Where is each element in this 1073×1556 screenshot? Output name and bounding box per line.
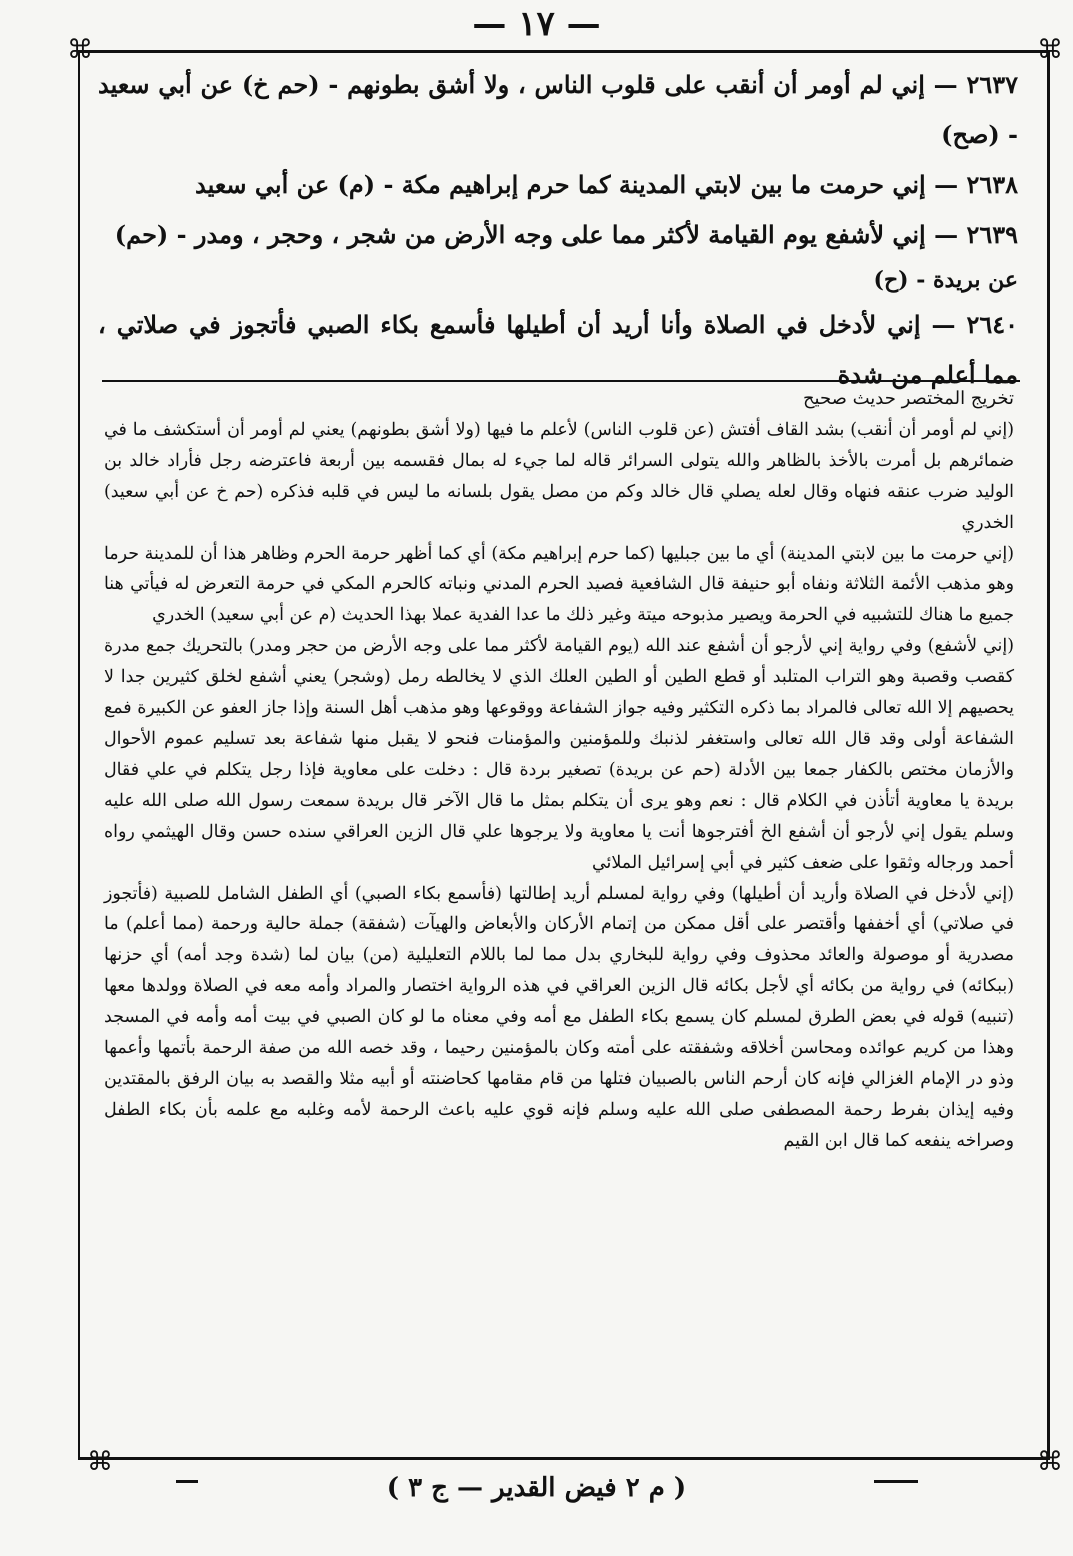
- commentary-paragraph: (إني لم أومر أن أنقب) بشد القاف أفتش (عن قلوب الناس) لأعلم ما فيها (ولا أشق بطونهم) يعني لم أومر أن أستكشف ما في ضمائرهم بل أمرت بالأخذ بالظاهر والله يتولى السرائر قاله لما جيء له بمال فقسمه بين أربعة فاعترضه رجل فأراد خالد بن الوليد ضرب عنقه فنهاه وقال لعله يصلي قال خالد وكم من مصل يقول بلسانه ما ليس في قلبه فذكره (حم خ عن أبي سعيد) الخدري: [104, 419, 1014, 533]
- commentary-paragraph: (إني لأشفع) وفي رواية إني لأرجو أن أشفع عند الله (يوم القيامة لأكثر مما على وجه الأرض من حجر ومدر) بالتحريك جمع مدرة كقصب وقصبة وهو التراب المتلبد أو قطع الطين أو الطين العلك الذي لا يخالطه رمل (وشجر) يعني أشفع لخلق كثيرين جدا لا يحصيهم إلا الله تعالى فالمراد بما ذكره التكثير وفيه جواز الشفاعة ووقوعها وهو مذهب أهل السنة وإذا جاز العفو عن الكبيرة فمع الشفاعة أولى وقد قال الله تعالى واستغفر لذنبك وللمؤمنين والمؤمنات فنحو لا يقبل منها شفاعة بعد تسليم عموم الأحوال والأزمان مختص بالكفار جمعا بين الأدلة (حم عن بريدة) تصغير بردة قال : دخلت على معاوية فإذا رجل يتكلم في علي فقال بريدة يا معاوية أتأذن في الكلام قال : نعم وهو يرى أن يتكلم بمثل ما قال الآخر قال بريدة سمعت رسول الله صلى الله عليه وسلم يقول إني لأرجو أن أشفع الخ أفترجوها أنت يا معاوية ولا يرجوها علي قال الزين العراقي سنده حسن وقال الهيثمي رواه أحمد ورجاله وثقوا على ضعف كثير في أبي إسرائيل الملائي: [104, 636, 1014, 873]
- hadith-2638: ٢٦٣٨ — إني حرمت ما بين لابتي المدينة كما حرم إبراهيم مكة - (م) عن أبي سعيد: [195, 170, 1018, 199]
- commentary-heading: تخريج المختصر حديث صحيح: [802, 388, 1014, 409]
- hadith-2639-source: عن بريدة - (ح): [873, 267, 1018, 293]
- corner-ornament-icon: ⌘: [67, 35, 93, 65]
- commentary-section: [104, 384, 1014, 1157]
- hadith-2640: ٢٦٤٠ — إني لأدخل في الصلاة وأنا أريد أن أطيلها فأسمع بكاء الصبي فأتجوز في صلاتي ، مما أعلم من شدة: [98, 310, 1018, 389]
- hadith-2639: ٢٦٣٩ — إني لأشفع يوم القيامة لأكثر مما على وجه الأرض من شجر ، وحجر ، ومدر - (حم): [114, 220, 1018, 249]
- page-number: — ١٧ —: [472, 4, 601, 44]
- commentary-paragraph: (إني حرمت ما بين لابتي المدينة) أي ما بين جبليها (كما حرم إبراهيم مكة) أي كما أظهر حرمة الحرم وظاهر هذا أن للمدينة حرما وهو مذهب الأئمة الثلاثة ونفاه أبو حنيفة قال الشافعية فصيد الحرم المدني ونباته كالحرم المكي في حرمة التعرض له فيأتي هنا جميع ما هناك للتشبيه في الحرمة ويصير مذبوحه ميتة وغير ذلك ما عدا الفدية عملا بهذا الحديث (م عن أبي سعيد) الخدري: [104, 543, 1014, 626]
- hadith-section: [98, 60, 1018, 400]
- footer-signature: ( م ٢ فيض القدير — ج ٣ ): [386, 1473, 687, 1503]
- corner-ornament-icon: ⌘: [1037, 1447, 1063, 1477]
- commentary-paragraph: (إني لأدخل في الصلاة وأريد أن أطيلها) وفي رواية لمسلم أريد إطالتها (فأسمع بكاء الصبي) أي الطفل الشامل للصبية (فأتجوز في صلاتي) أي أخففها وأقتصر على أقل ممكن من إتمام الأركان والأبعاض والهيآت (شفقة) جملة حالية ورحمة (مما أعلم) ما مصدرية أو موصولة والعائد محذوف وفي رواية للبخاري بدل مما لما باللام التعليلية (من) بيان لما (شدة وجد أمه) أي حزنها (ببكائه) في رواية من بكائه أي لأجل بكائه قال الزين العراقي في هذه الرواية اختصار والمراد وأمه معه في الصلاة وولدها معها (تنبيه) قوله في بعض الطرق لمسلم كان يسمع بكاء الطفل مع أمه وفي معناه ما لو كان الصبي في بيت أمه وأمه في المسجد وهذا من كريم عوائده ومحاسن أخلاقه وشفقته على أمته وكان بالمؤمنين رحيما ، وقد خصه الله من صفة الرحمة بأتمها وأعمها وذو در الإمام الغزالي فإنه كان أرحم الناس بالصبيان فتلها من قام مقامها كحاضنته أو أبيه مثلا والقصد به بيان الرفق بالمقتدين وفيه إيذان بفرط رحمة المصطفى صلى الله عليه وسلم فإنه قوي عليه باعث الرحمة لأمه وغلبه مع علمه بأن بكاء الطفل وصراخه ينفعه كما قال ابن القيم: [104, 883, 1014, 1151]
- corner-ornament-icon: ⌘: [1037, 35, 1063, 65]
- hadith-2637: ٢٦٣٧ — إني لم أومر أن أنقب على قلوب الناس ، ولا أشق بطونهم - (حم خ) عن أبي سعيد - (صح): [98, 70, 1018, 149]
- corner-ornament-icon: ⌘: [87, 1447, 113, 1477]
- section-divider: [102, 380, 1020, 382]
